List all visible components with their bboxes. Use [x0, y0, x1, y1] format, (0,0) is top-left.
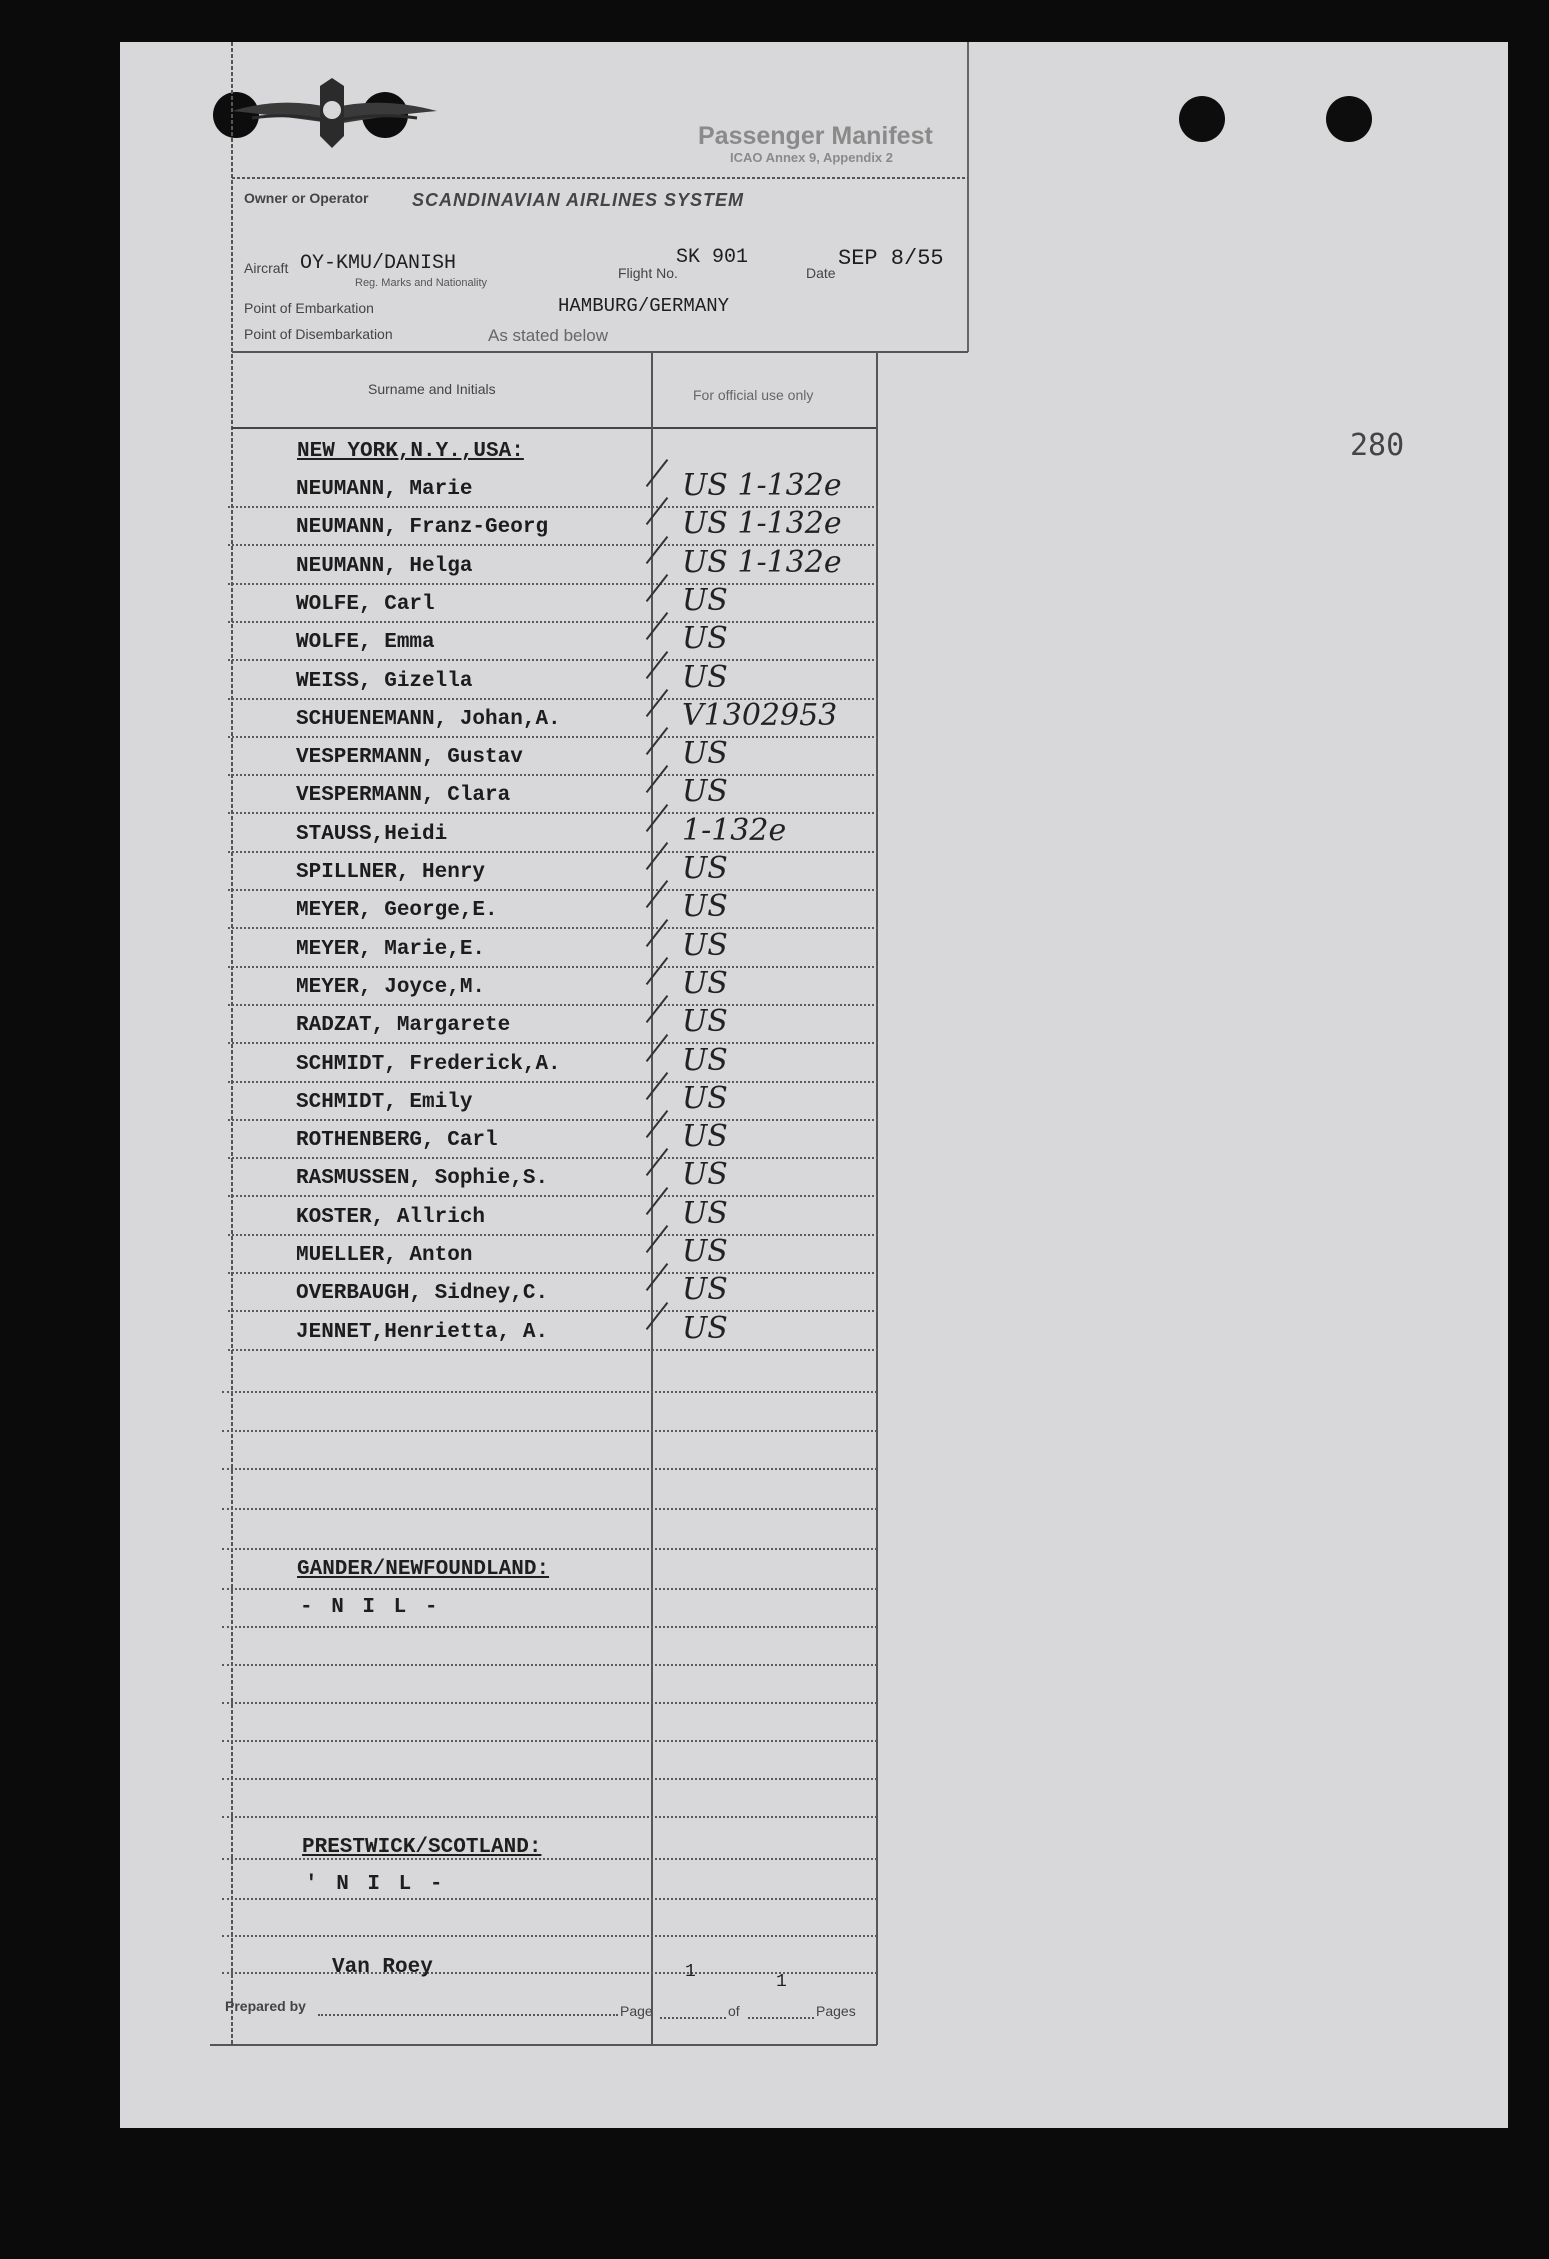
passenger-name: WEISS, Gizella [296, 670, 473, 693]
passenger-name: VESPERMANN, Gustav [296, 746, 523, 769]
row-rule [228, 966, 878, 968]
official-use-mark: US [682, 1119, 728, 1154]
official-use-mark: US [682, 621, 728, 656]
owner-value: SCANDINAVIAN AIRLINES SYSTEM [412, 190, 745, 210]
official-use-mark: US [682, 1234, 728, 1269]
prepared-by-line [318, 2014, 618, 2016]
row-rule [228, 583, 878, 585]
col-name-header: Surname and Initials [368, 381, 496, 397]
section-heading-gander: GANDER/NEWFOUNDLAND: [297, 1558, 550, 1581]
official-use-mark: US [682, 851, 728, 886]
flight-label: Flight No. [618, 265, 678, 281]
disembark-label: Point of Disembarkation [244, 326, 393, 342]
aircraft-sublabel: Reg. Marks and Nationality [355, 277, 488, 289]
row-rule [222, 1626, 877, 1628]
row-rule [228, 1272, 878, 1274]
row-rule [222, 1430, 877, 1432]
official-use-mark: US [682, 583, 728, 618]
passenger-name: ROTHENBERG, Carl [296, 1129, 498, 1152]
row-rule [228, 659, 878, 661]
row-rule [222, 1588, 877, 1590]
aircraft-value: OY-KMU/DANISH [300, 252, 457, 275]
disembark-value: As stated below [488, 326, 609, 345]
passenger-name: STAUSS,Heidi [296, 823, 448, 846]
passenger-name: NEUMANN, Marie [296, 478, 473, 501]
official-use-mark: US 1-132e [682, 468, 842, 503]
row-rule [228, 1310, 878, 1312]
official-use-mark: US [682, 1311, 728, 1346]
embark-value: HAMBURG/GERMANY [558, 295, 730, 317]
passenger-name: KOSTER, Allrich [296, 1206, 486, 1229]
row-rule [222, 1935, 877, 1937]
passenger-name: SPILLNER, Henry [296, 861, 486, 884]
official-use-mark: US [682, 1081, 728, 1116]
official-use-mark: US [682, 1004, 728, 1039]
passenger-name: OVERBAUGH, Sidney,C. [296, 1282, 549, 1305]
passenger-name: WOLFE, Emma [296, 631, 435, 654]
passenger-name: NEUMANN, Franz-Georg [296, 516, 549, 539]
row-rule [222, 1468, 877, 1470]
passenger-name: WOLFE, Carl [296, 593, 435, 616]
official-use-mark: US [682, 736, 728, 771]
row-rule [228, 1195, 878, 1197]
row-rule [228, 1004, 878, 1006]
row-rule [222, 1508, 877, 1510]
prepared-by-label: Prepared by [225, 1998, 306, 2014]
section-heading-new-york: NEW YORK,N.Y.,USA: [297, 440, 524, 463]
prepared-by-value: Van Roey [332, 1956, 433, 1979]
passenger-name: MUELLER, Anton [296, 1244, 473, 1267]
official-use-mark: V1302953 [682, 698, 838, 733]
row-rule [222, 1778, 877, 1780]
passenger-name: MEYER, Marie,E. [296, 938, 486, 961]
row-rule [222, 1740, 877, 1742]
embark-label: Point of Embarkation [244, 300, 374, 316]
form-subtitle: ICAO Annex 9, Appendix 2 [730, 150, 894, 165]
official-use-mark: US [682, 774, 728, 809]
passenger-name: NEUMANN, Helga [296, 555, 473, 578]
passenger-name: RADZAT, Margarete [296, 1014, 511, 1037]
official-use-mark: US [682, 660, 728, 695]
section-note-gander: - N I L - [300, 1596, 441, 1619]
official-use-mark: US [682, 928, 728, 963]
row-rule [228, 1157, 878, 1159]
row-rule [228, 851, 878, 853]
official-use-mark: US [682, 1196, 728, 1231]
official-use-mark: US [682, 966, 728, 1001]
aircraft-label: Aircraft [244, 260, 289, 276]
row-rule [222, 1391, 877, 1393]
row-rule [228, 1081, 878, 1083]
official-use-mark: US 1-132e [682, 506, 842, 541]
passenger-name: JENNET,Henrietta, A. [296, 1321, 549, 1344]
section-note-prestwick: ' N I L - [305, 1873, 446, 1896]
page-number-value: 1 [685, 1962, 696, 1982]
passenger-name: VESPERMANN, Clara [296, 784, 511, 807]
row-rule [222, 1664, 877, 1666]
row-rule [222, 1548, 877, 1550]
official-use-mark: US 1-132e [682, 545, 842, 580]
official-use-mark: US [682, 1043, 728, 1078]
section-heading-prestwick: PRESTWICK/SCOTLAND: [302, 1836, 542, 1859]
official-use-mark: US [682, 889, 728, 924]
passenger-name: SCHMIDT, Frederick,A. [296, 1053, 561, 1076]
page-stamp-number: 280 [1350, 428, 1405, 463]
official-use-mark: 1-132e [682, 813, 787, 848]
date-value: SEP 8/55 [838, 246, 944, 271]
row-rule [228, 1234, 878, 1236]
owner-label: Owner or Operator [244, 190, 369, 206]
passenger-name: SCHMIDT, Emily [296, 1091, 473, 1114]
of-line [748, 2017, 814, 2019]
row-rule [228, 1119, 878, 1121]
row-rule [228, 1042, 878, 1044]
passenger-name: MEYER, Joyce,M. [296, 976, 486, 999]
passenger-name: RASMUSSEN, Sophie,S. [296, 1167, 549, 1190]
of-label: of [728, 2003, 740, 2019]
flight-value: SK 901 [676, 246, 749, 269]
page-of-value: 1 [776, 1972, 787, 1992]
pages-label: Pages [816, 2003, 856, 2019]
date-label: Date [806, 265, 836, 281]
row-rule [228, 774, 878, 776]
passenger-name: SCHUENEMANN, Johan,A. [296, 708, 561, 731]
official-use-mark: US [682, 1157, 728, 1192]
row-rule [222, 1898, 877, 1900]
row-rule [228, 927, 878, 929]
passenger-name: MEYER, George,E. [296, 899, 498, 922]
form-title: Passenger Manifest [698, 122, 933, 150]
row-rule [228, 736, 878, 738]
row-rule [228, 889, 878, 891]
row-rule [222, 1816, 877, 1818]
col-official-header: For official use only [693, 387, 814, 403]
page-line [660, 2017, 726, 2019]
row-rule [228, 1349, 878, 1351]
page-label: Page [620, 2003, 653, 2019]
row-rule [222, 1702, 877, 1704]
row-rule [228, 621, 878, 623]
official-use-mark: US [682, 1272, 728, 1307]
